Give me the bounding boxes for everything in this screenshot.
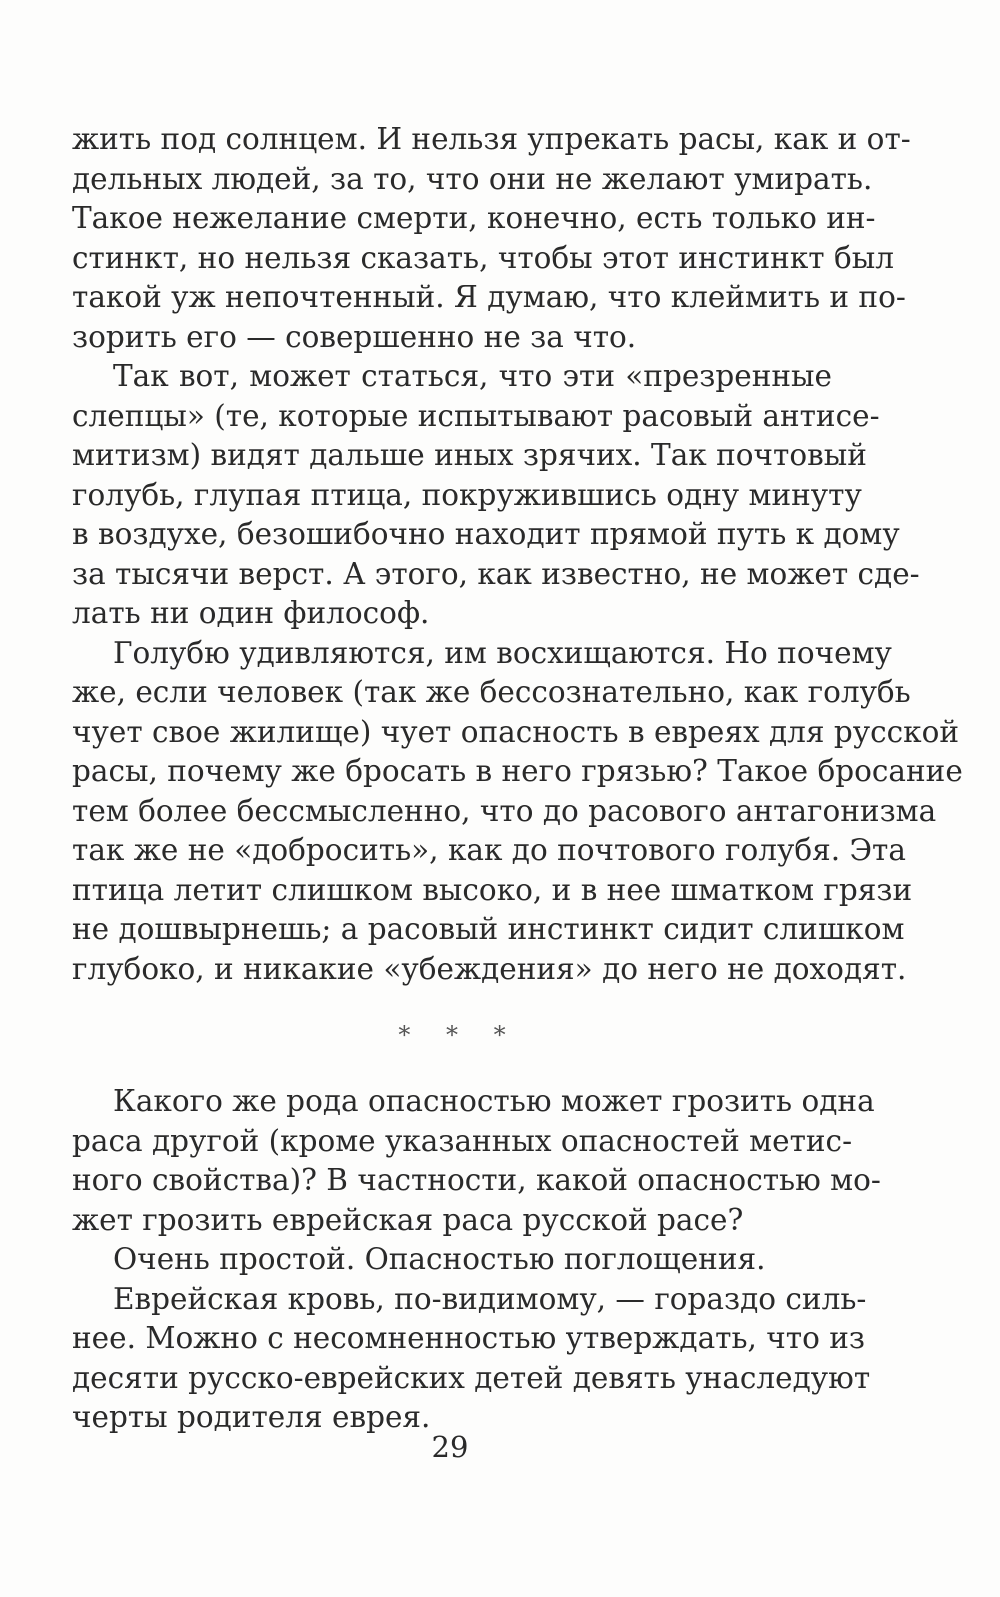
text-line: стинкт, но нельзя сказать, чтобы этот инстинкт был [72,240,894,275]
paragraph [72,1082,881,1240]
spacer [72,1058,832,1082]
text-line: слепцы» (те, которые испытывают расовый антисе- [72,398,880,433]
text-line: жет грозить еврейская раса русской расе? [72,1202,744,1237]
text-line: ного свойства)? В частности, какой опасностью мо- [72,1163,881,1197]
text-line: же, если человек (так же бессознательно, как голубь [72,675,911,709]
text-line: птица летит слишком высоко, и в нее шматком грязи [72,872,913,907]
paragraph [72,120,911,357]
paragraph [72,357,920,634]
text-line: дельных людей, за то, что они не желают умирать. [72,161,873,196]
text-line: десяти русско-еврейских детей девять унаследуют [72,1360,871,1395]
paragraph [72,634,963,990]
text-line: такой уж непочтенный. Я думаю, что клеймить и по- [72,280,906,314]
text-line: Очень простой. Опасностью поглощения. [113,1242,766,1276]
section-separator: * * * [398,1021,520,1049]
text-line: раса другой (кроме указанных опасностей метис- [72,1123,853,1158]
text-line: жить под солнцем. И нельзя упрекать расы, как и от- [72,122,911,156]
text-line: глубоко, и никакие «убеждения» до него не доходят. [72,951,907,986]
text-line: голубь, глупая птица, покружившись одну минуту [72,477,862,512]
text-line: тем более бессмысленно, что до расового антагонизма [72,793,937,828]
text-line: не дошвырнешь; а расовый инстинкт сидит слишком [72,912,905,946]
text-line: Так вот, может статься, что эти «презренные [113,359,832,393]
page-number: 29 [431,1430,469,1464]
text-line: Голубю удивляются, им восхищаются. Но почему [113,635,892,670]
text-line: черты родителя еврея. [72,1400,431,1434]
page-text [72,120,963,1438]
text-line: в воздухе, безошибочно находит прямой путь к дому [72,517,900,551]
paragraph [72,1240,832,1280]
spacer [72,989,832,1013]
text-line: нее. Можно с несомненностью утверждать, что из [72,1321,866,1355]
paragraph [72,1280,871,1438]
text-line: чует свое жилище) чует опасность в евреях для русской [72,714,960,749]
text-line: зорить его — совершенно не за что. [72,319,637,354]
text-line: лать ни один философ. [72,596,430,630]
text-line: Такое нежелание смерти, конечно, есть только ин- [72,201,876,235]
text-line: Еврейская кровь, по-видимому, — гораздо силь- [113,1281,867,1316]
text-line: расы, почему же бросать в него грязью? Такое бросание [72,754,963,788]
text-line: так же не «добросить», как до почтового голубя. Эта [72,833,906,867]
text-line: Какого же рода опасностью может грозить одна [113,1084,875,1118]
text-line: за тысячи верст. А этого, как известно, не может сде- [72,556,920,591]
text-line: митизм) видят дальше иных зрячих. Так почтовый [72,438,867,472]
